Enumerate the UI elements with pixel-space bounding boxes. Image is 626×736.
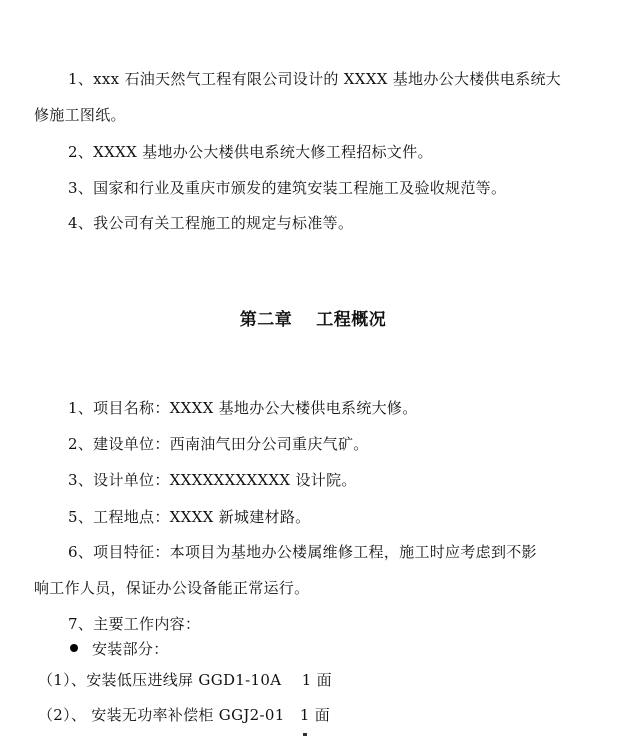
overview-item-location: 5、工程地点：XXXX 新城建材路。: [68, 508, 311, 526]
reference-item-1: 1、xxx 石油天然气工程有限公司设计的 XXXX 基地办公大楼供电系统大: [68, 70, 562, 88]
overview-item-scope: 7、主要工作内容：: [68, 615, 201, 633]
reference-item-2: 2、XXXX 基地办公大楼供电系统大修工程招标文件。: [68, 143, 433, 161]
reference-item-3: 3、国家和行业及重庆市颁发的建筑安装工程施工及验收规范等。: [68, 179, 507, 197]
overview-item-features: 6、项目特征：本项目为基地办公楼属维修工程，施工时应考虑到不影: [68, 543, 537, 561]
overview-item-features-continued: 响工作人员，保证办公设备能正常运行。: [34, 579, 310, 597]
bullet-icon: [70, 644, 78, 652]
chapter-heading: 第二章 工程概况: [239, 310, 387, 330]
install-sub-item-1: （1）、安装低压进线屏 GGD1-10A 1 面: [38, 671, 332, 689]
overview-item-owner: 2、建设单位：西南油气田分公司重庆气矿。: [68, 435, 369, 453]
overview-item-project-name: 1、项目名称：XXXX 基地办公大楼供电系统大修。: [68, 399, 418, 417]
install-bullet-label: 安装部分：: [92, 640, 169, 658]
reference-item-1-continued: 修施工图纸。: [34, 106, 126, 124]
install-bullet-item: [70, 639, 169, 659]
reference-item-4: 4、我公司有关工程施工的规定与标准等。: [68, 214, 354, 232]
overview-item-designer: 3、设计单位：XXXXXXXXXXX 设计院。: [68, 471, 357, 489]
install-sub-item-2: （2）、 安装无功率补偿柜 GGJ2-01 1 面: [38, 706, 331, 724]
